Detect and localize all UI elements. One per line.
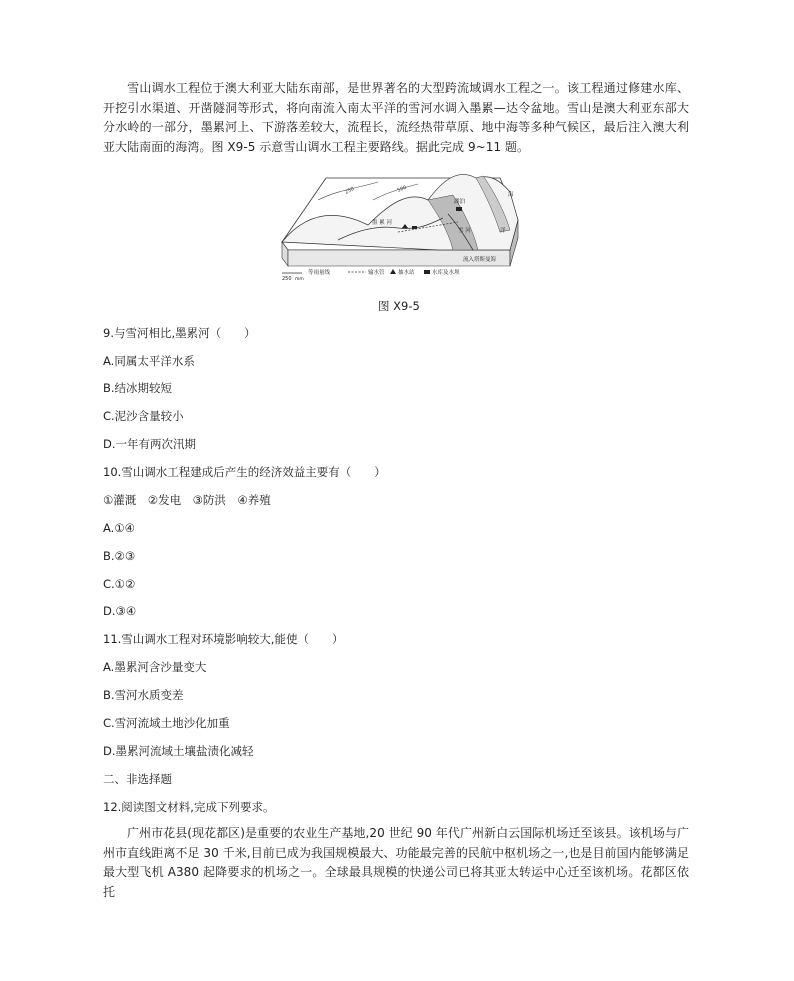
legend-isoline: 等雨量线 — [308, 270, 331, 276]
q11-option-d: D.墨累河流域土壤盐渍化减轻 — [103, 744, 254, 758]
snowy-river-label: 雪 河 — [458, 228, 471, 234]
legend-reservoir-symbol — [424, 270, 430, 274]
q10-option-d: D.③④ — [103, 604, 137, 618]
legend-isoline-value: 250 — [282, 276, 292, 282]
section-title: 二、非选择题 — [103, 772, 172, 786]
reservoir-1 — [412, 226, 417, 229]
figure-caption: 图 X9-5 — [378, 299, 420, 313]
legend-pipe: 输水管 — [368, 270, 385, 276]
legend-pump: 抽水站 — [398, 270, 415, 276]
q12-stem: 12.阅读图文材料,完成下列要求。 — [103, 800, 275, 814]
isoline-500-label: 500 — [396, 184, 408, 194]
q10-option-b: B.②③ — [103, 549, 136, 563]
q9-stem: 9.与雪河相比,墨累河（ ） — [103, 326, 256, 340]
reservoir-2 — [456, 207, 462, 211]
q11-option-b: B.雪河水质变差 — [103, 688, 184, 702]
q9-option-c: C.泥沙含量较小 — [103, 409, 184, 423]
q11-stem: 11.雪山调水工程对环境影响较大,能使（ ） — [103, 632, 344, 646]
legend-reservoir: 水库及水坝 — [432, 270, 460, 276]
q11-option-c: C.雪河流域土地沙化加重 — [103, 716, 230, 730]
q9-option-a: A.同属太平洋水系 — [103, 354, 195, 368]
q11-option-a: A.墨累河含沙量变大 — [103, 660, 207, 674]
ocean-flow-label: 流入塔斯曼海 — [463, 257, 497, 263]
legend-isoline-unit: mm — [295, 277, 304, 282]
q9-option-d: D.一年有两次汛期 — [103, 437, 197, 451]
q10-items: ①灌溉 ②发电 ③防洪 ④养殖 — [103, 493, 271, 507]
q10-stem: 10.雪山调水工程建成后产生的经济效益主要有（ ） — [103, 465, 386, 479]
q10-option-a: A.①④ — [103, 521, 135, 535]
q12-paragraph: 广州市花县(现花都区)是重要的农业生产基地,20 世纪 90 年代广州新白云国际机场迁至该县。该机场与广州市直线距离不足 30 千米,目前已成为我国规模最大、功能最完善的民航中枢机场之一,也是目前国内能够满足最大型飞机 A380 起降要求的机场之一。全球最具规模的快递公司已将其亚太转运中心迁至该机场。花都区依托 — [103, 826, 689, 899]
isoline-250-label: 250 — [344, 185, 356, 196]
east-label-2: 洋 — [500, 228, 506, 234]
intro-paragraph: 雪山调水工程位于澳大利亚大陆东南部，是世界著名的大型跨流域调水工程之一。该工程通过修建水库、开挖引水渠道、开凿隧洞等形式，将向南流入南太平洋的雪河水调入墨累—达令盆地。雪山是澳大利亚东部大分水岭的一部分，墨累河上、下游落差较大，流程长，流经热带草原、地中海等多种气候区，最后注入澳大利亚大陆南面的海湾。图 X9-5 示意雪山调水工程主要路线。据此完成 9~11 题。 — [103, 81, 689, 154]
snow-mountain-diversion-diagram — [278, 170, 524, 282]
legend-pump-symbol — [390, 269, 396, 274]
q9-option-b: B.结冰期较短 — [103, 381, 173, 395]
q10-option-c: C.①② — [103, 577, 136, 591]
east-label-1: 海 — [508, 192, 514, 198]
lake-label: 湖泊 — [454, 199, 466, 205]
murray-river-label: 墨 累 河 — [372, 220, 392, 226]
